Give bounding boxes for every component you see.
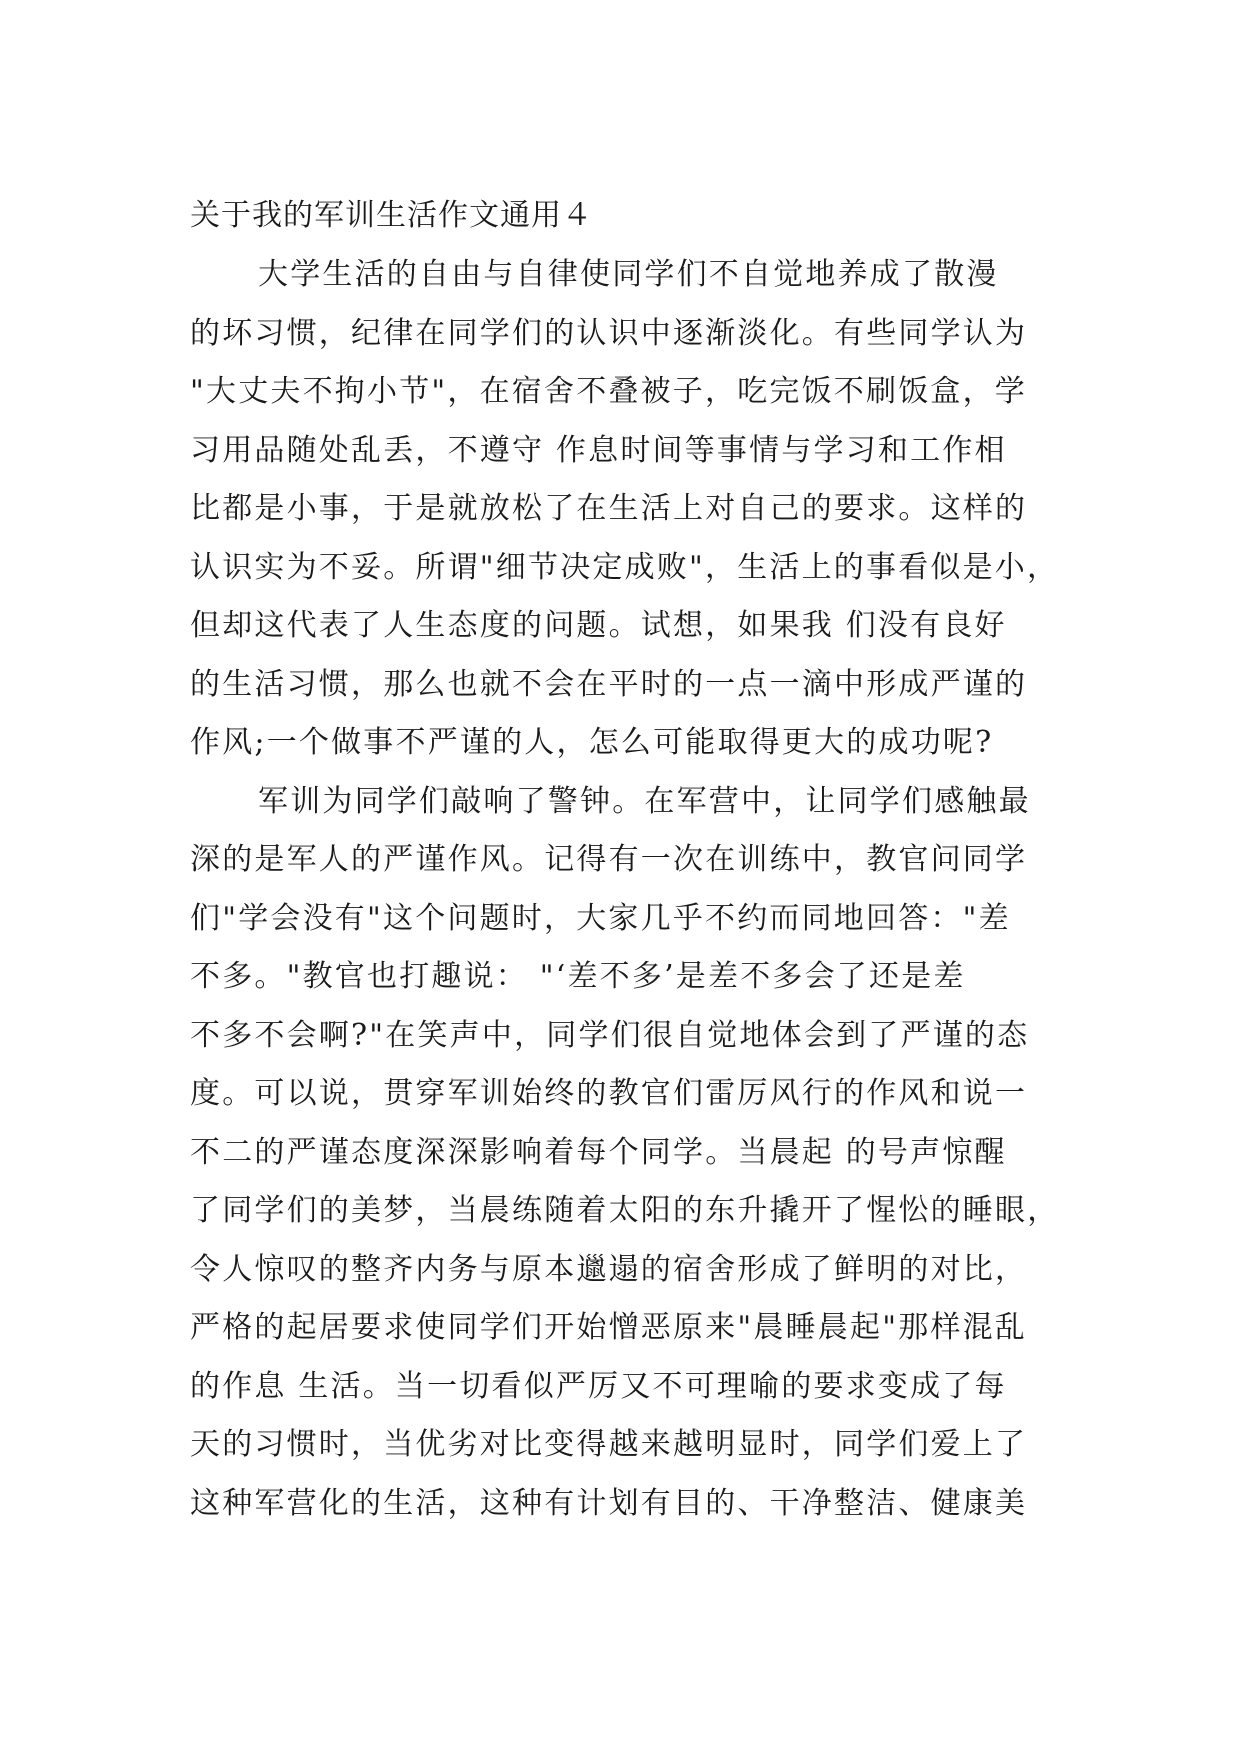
text-line: 了同学们的美梦，当晨练随着太阳的东升撬开了惺忪的睡眼，: [190, 1193, 1060, 1228]
text-line: 度。可以说，贯穿军训始终的教官们雷厉风行的作风和说一: [190, 1076, 1028, 1111]
text-line: "大丈夫不拘小节"，在宿舍不叠被子，吃完饭不刷饭盒，学: [190, 374, 1027, 409]
text-line: 令人惊叹的整齐内务与原本邋遢的宿舍形成了鲜明的对比，: [190, 1251, 1028, 1287]
text-line: 的坏习惯，纪律在同学们的认识中逐渐淡化。有些同学认为: [190, 315, 1028, 351]
text-line: 不多不会啊?"在笑声中，同学们很自觉地体会到了严谨的态: [190, 1017, 1030, 1053]
text-line: 这种军营化的生活，这种有计划有目的、干净整洁、健康美: [190, 1485, 1028, 1521]
text-line: 但却这代表了人生态度的问题。试想，如果我 们没有良好: [190, 608, 1007, 643]
text-line: 深的是军人的严谨作风。记得有一次在训练中，教官问同学: [190, 842, 1028, 877]
text-line: 严格的起居要求使同学们开始憎恶原来"晨睡晨起"那样混乱: [190, 1310, 1027, 1345]
text-line: 们"学会没有"这个问题时，大家几乎不约而同地回答："差: [190, 900, 1011, 936]
text-line: 天的习惯时，当优劣对比变得越来越明显时，同学们爱上了: [190, 1427, 1028, 1462]
text-line: 习用品随处乱丢，不遵守 作息时间等事情与学习和工作相: [190, 432, 1007, 468]
text-line: 的生活习惯，那么也就不会在平时的一点一滴中形成严谨的: [190, 666, 1028, 702]
paragraph-1: [190, 246, 1070, 773]
text-line: 的作息 生活。当一切看似严厉又不可理喻的要求变成了每: [190, 1368, 1007, 1404]
text-line: 比都是小事，于是就放松了在生活上对自己的要求。这样的: [190, 491, 1028, 526]
text-line: 大学生活的自由与自律使同学们不自觉地养成了散漫: [258, 257, 999, 292]
text-line: 不多。"教官也打趣说： "‘差不多’是差不多会了还是差: [190, 959, 966, 994]
document-title: 关于我的军训生活作文通用４: [190, 198, 593, 233]
paragraph-2: [190, 773, 1070, 1534]
text-line: 作风;一个做事不严谨的人，怎么可能取得更大的成功呢?: [190, 725, 994, 760]
text-line: 不二的严谨态度深深影响着每个同学。当晨起 的号声惊醒: [190, 1134, 1007, 1170]
document-body: [190, 186, 1070, 1533]
text-line: 军训为同学们敲响了警钟。在军营中，让同学们感触最: [258, 783, 1031, 819]
text-line: 认识实为不妥。所谓"细节决定成败"，生活上的事看似是小，: [190, 549, 1060, 585]
